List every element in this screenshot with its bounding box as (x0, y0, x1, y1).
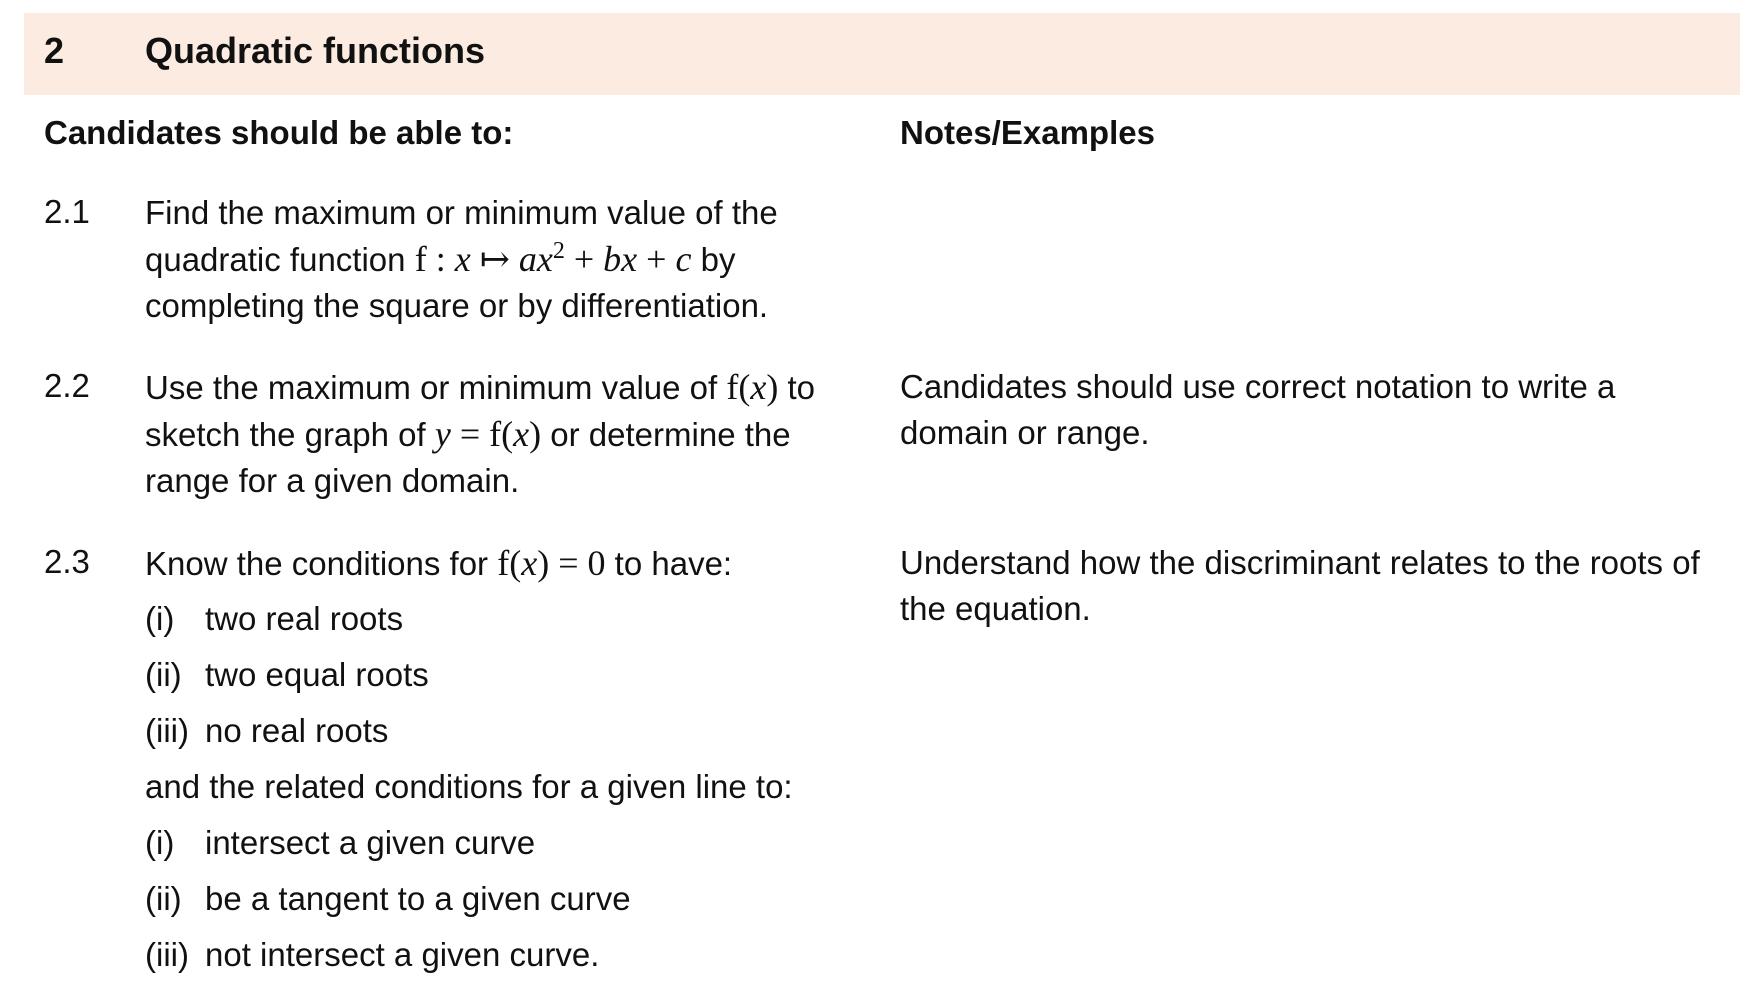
item-2-1-line-2: quadratic function (145, 241, 406, 278)
item-2-1-line-1: Find the maximum or minimum value of the (145, 194, 778, 231)
item-number-2-1: 2.1 (44, 193, 90, 230)
item-text-2-1 (145, 190, 860, 329)
item-text-2-3: Know the conditions for f(x) = 0 to have: (145, 543, 733, 583)
section-title: Quadratic functions (145, 30, 486, 71)
item-2-1-line-2-end: by (700, 241, 736, 278)
item-2-3-middle-text: and the related conditions for a given line to: (145, 768, 793, 805)
note-2-2: Candidates should use correct notation to write a domain or range. (900, 368, 1616, 451)
note-2-3: Understand how the discriminant relates to the roots of the equation. (900, 544, 1700, 627)
column-header-notes: Notes/Examples (900, 114, 1155, 151)
item-text-2-2: Use the maximum or minimum value of f(x) to sketch the graph of y = f(x) or determine the range for a given domain. (145, 367, 816, 499)
item-number-2-3: 2.3 (44, 543, 90, 580)
column-header-candidates: Candidates should be able to: (44, 114, 514, 151)
item-number-2-2: 2.2 (44, 367, 90, 404)
function-notation: f : x ↦ $ax^2$ + bx + c (414, 238, 692, 279)
y-equals-fx: y = f(x) (434, 414, 542, 454)
fx-equals-zero: f(x) = 0 (497, 543, 606, 583)
fx-notation: f(x) (726, 367, 779, 407)
item-2-1-line-3: completing the square or by differentiation. (145, 287, 769, 324)
section-number: 2 (44, 30, 65, 71)
